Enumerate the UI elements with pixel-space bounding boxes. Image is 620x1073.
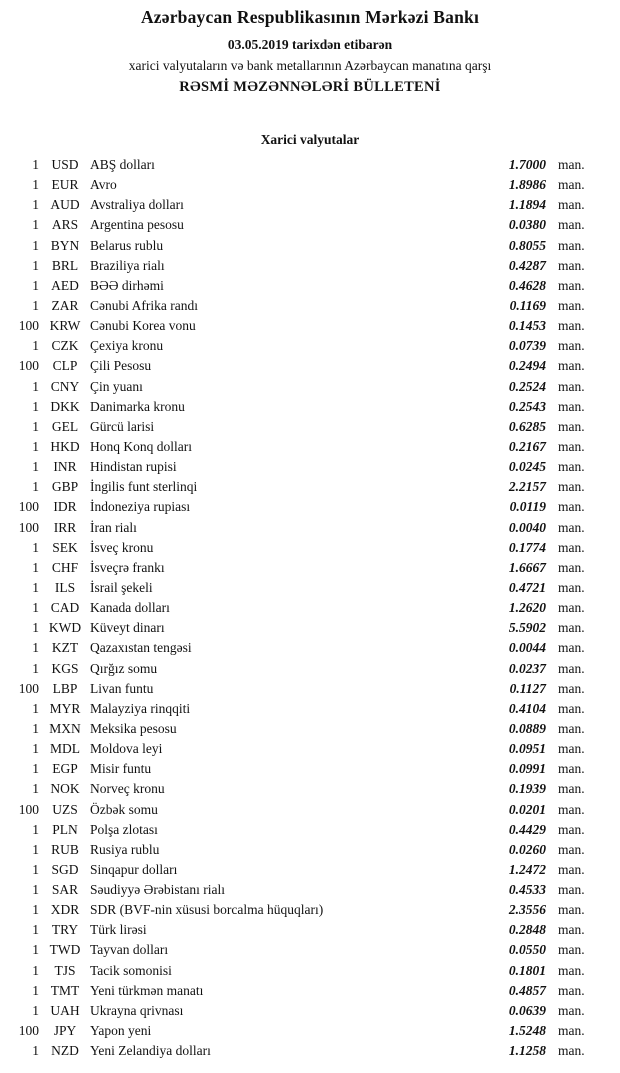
- currency-row: [0, 880, 592, 900]
- currency-row: [0, 940, 592, 960]
- currency-code-cell: CZK: [51, 338, 79, 354]
- rate-cell: 0.0991: [508, 761, 546, 777]
- unit-cell: man.: [558, 237, 585, 253]
- currency-name-cell: Belarus rublu: [90, 237, 164, 253]
- rate-cell: 0.4721: [508, 579, 546, 595]
- quantity-cell: 1: [32, 277, 39, 293]
- currency-code-cell: ILS: [54, 579, 76, 595]
- currency-name-cell: Çin yuanı: [90, 378, 143, 394]
- rate-cell: 0.0201: [508, 801, 546, 817]
- currency-code-cell: KZT: [51, 640, 79, 656]
- quantity-cell: 100: [18, 318, 39, 334]
- rate-cell: 1.2620: [508, 600, 546, 616]
- currency-code-cell: GEL: [51, 418, 79, 434]
- rate-cell: 0.0739: [508, 338, 546, 354]
- rate-cell: 0.4287: [508, 257, 546, 273]
- currency-row: [0, 679, 592, 699]
- currency-name-cell: İndoneziya rupiası: [90, 499, 191, 515]
- unit-cell: man.: [558, 942, 585, 958]
- quantity-cell: 1: [32, 157, 39, 172]
- rate-cell: 0.0260: [508, 841, 546, 857]
- section-title-foreign-currencies: Xarici valyutalar: [260, 132, 360, 147]
- currency-row: [0, 618, 592, 638]
- quantity-cell: 1: [32, 761, 39, 777]
- currency-code-cell: CNY: [50, 378, 80, 394]
- quantity-cell: 100: [18, 801, 39, 817]
- unit-cell: man.: [558, 680, 585, 696]
- quantity-cell: 1: [32, 660, 39, 676]
- currency-name-cell: Səudiyyə Ərəbistanı rialı: [90, 882, 225, 898]
- quantity-cell: 1: [32, 620, 39, 636]
- rate-cell: 2.3556: [508, 902, 546, 918]
- currency-code-cell: CHF: [51, 559, 79, 575]
- quantity-cell: 1: [32, 902, 39, 918]
- currency-name-cell: İran rialı: [90, 519, 137, 535]
- bulletin-header: [0, 7, 620, 96]
- rate-cell: 1.5248: [508, 1023, 546, 1039]
- unit-cell: man.: [558, 902, 585, 918]
- unit-cell: man.: [558, 841, 585, 857]
- currency-name-cell: Misir funtu: [90, 761, 152, 777]
- currency-name-cell: İsveçrə frankı: [90, 559, 165, 575]
- currency-code-cell: AUD: [50, 197, 80, 213]
- rate-cell: 1.7000: [508, 157, 546, 172]
- quantity-cell: 1: [32, 882, 39, 898]
- quantity-cell: 100: [18, 680, 39, 696]
- quantity-cell: 1: [32, 720, 39, 736]
- currency-row: [0, 558, 592, 578]
- unit-cell: man.: [558, 922, 585, 938]
- unit-cell: man.: [558, 801, 585, 817]
- currency-row: [0, 276, 592, 296]
- currency-name-cell: Polşa zlotası: [90, 821, 158, 837]
- currency-code-cell: TJS: [54, 962, 76, 978]
- rate-cell: 0.0550: [508, 942, 546, 958]
- currency-row: [0, 920, 592, 940]
- currency-row: [0, 739, 592, 759]
- quantity-cell: 1: [32, 297, 39, 313]
- currency-code-cell: CLP: [52, 358, 78, 374]
- unit-cell: man.: [558, 217, 585, 233]
- unit-cell: man.: [558, 358, 585, 374]
- unit-cell: man.: [558, 640, 585, 656]
- rate-cell: 0.0040: [508, 519, 546, 535]
- quantity-cell: 1: [32, 418, 39, 434]
- currency-code-cell: KGS: [51, 660, 79, 676]
- currency-row: [0, 155, 592, 175]
- quantity-cell: 1: [32, 982, 39, 998]
- quantity-cell: 1: [32, 1043, 39, 1059]
- unit-cell: man.: [558, 620, 585, 636]
- currency-row: [0, 377, 592, 397]
- quantity-cell: 1: [32, 378, 39, 394]
- currency-name-cell: Ukrayna qrivnası: [90, 1002, 184, 1018]
- currency-code-cell: UZS: [52, 801, 78, 817]
- unit-cell: man.: [558, 559, 585, 575]
- currency-row: [0, 1041, 592, 1061]
- rate-cell: 0.1453: [508, 318, 546, 334]
- unit-cell: man.: [558, 962, 585, 978]
- unit-cell: man.: [558, 600, 585, 616]
- currency-code-cell: ARS: [51, 217, 79, 233]
- quantity-cell: 1: [32, 579, 39, 595]
- currency-code-cell: SGD: [51, 861, 79, 877]
- quantity-cell: 1: [32, 600, 39, 616]
- currency-code-cell: BRL: [51, 257, 79, 273]
- bank-title: Azərbaycan Respublikasının Mərkəzi Bankı: [140, 7, 480, 27]
- rate-cell: 0.1801: [508, 962, 546, 978]
- currency-name-cell: Braziliya rialı: [90, 257, 165, 273]
- rate-cell: 0.0889: [508, 720, 546, 736]
- currency-row: [0, 900, 592, 920]
- quantity-cell: 1: [32, 861, 39, 877]
- currency-row: [0, 840, 592, 860]
- quantity-cell: 1: [32, 338, 39, 354]
- currency-code-cell: AED: [51, 277, 79, 293]
- currency-row: [0, 356, 592, 376]
- quantity-cell: 1: [32, 459, 39, 475]
- rate-cell: 1.2472: [508, 861, 546, 877]
- currency-row: [0, 961, 592, 981]
- currency-row: [0, 256, 592, 276]
- quantity-cell: 100: [18, 499, 39, 515]
- currency-name-cell: Danimarka kronu: [90, 398, 185, 414]
- currency-row: [0, 699, 592, 719]
- currency-code-cell: NZD: [51, 1043, 79, 1059]
- rate-cell: 0.0245: [508, 459, 546, 475]
- quantity-cell: 1: [32, 559, 39, 575]
- rate-cell: 1.1894: [508, 197, 546, 213]
- currency-row: [0, 1021, 592, 1041]
- quantity-cell: 1: [32, 781, 39, 797]
- currency-code-cell: DKK: [50, 398, 80, 414]
- currency-row: [0, 578, 592, 598]
- quantity-cell: 1: [32, 942, 39, 958]
- unit-cell: man.: [558, 821, 585, 837]
- currency-row: [0, 195, 592, 215]
- currency-code-cell: PLN: [52, 821, 78, 837]
- unit-cell: man.: [558, 1002, 585, 1018]
- currency-row: [0, 1001, 592, 1021]
- currency-name-cell: Kanada dolları: [90, 600, 170, 616]
- currency-name-cell: Malayziya rinqqiti: [90, 700, 191, 716]
- currency-row: [0, 820, 592, 840]
- currency-code-cell: XDR: [50, 902, 80, 918]
- currency-name-cell: Yeni türkmən manatı: [90, 982, 204, 998]
- rate-cell: 0.4104: [508, 700, 546, 716]
- currency-row: [0, 518, 592, 538]
- currency-code-cell: JPY: [53, 1023, 77, 1039]
- currency-row: [0, 477, 592, 497]
- currency-row: [0, 800, 592, 820]
- currency-row: [0, 175, 592, 195]
- rate-cell: 5.5902: [508, 620, 546, 636]
- bulletin-name: RƏSMİ MƏZƏNNƏLƏRİ BÜLLETENİ: [179, 79, 441, 95]
- currency-row: [0, 437, 592, 457]
- quantity-cell: 1: [32, 539, 39, 555]
- currency-row: [0, 638, 592, 658]
- rate-cell: 0.4857: [508, 982, 546, 998]
- rates-table-body: [0, 155, 620, 1061]
- unit-cell: man.: [558, 177, 585, 193]
- quantity-cell: 100: [18, 519, 39, 535]
- currency-code-cell: TWD: [49, 942, 81, 958]
- unit-cell: man.: [558, 882, 585, 898]
- currency-row: [0, 417, 592, 437]
- unit-cell: man.: [558, 1043, 585, 1059]
- unit-cell: man.: [558, 660, 585, 676]
- currency-name-cell: Livan funtu: [90, 680, 154, 696]
- currency-name-cell: Avro: [90, 177, 117, 193]
- rate-cell: 0.8055: [508, 237, 546, 253]
- quantity-cell: 1: [32, 841, 39, 857]
- unit-cell: man.: [558, 539, 585, 555]
- quantity-cell: 100: [18, 1023, 39, 1039]
- currency-name-cell: Argentina pesosu: [90, 217, 184, 233]
- rate-cell: 0.2848: [508, 922, 546, 938]
- unit-cell: man.: [558, 1023, 585, 1039]
- rate-cell: 0.4628: [508, 277, 546, 293]
- unit-cell: man.: [558, 398, 585, 414]
- currency-name-cell: Avstraliya dolları: [90, 197, 184, 213]
- currency-name-cell: Tacik somonisi: [90, 962, 172, 978]
- rate-cell: 0.1774: [508, 539, 546, 555]
- currency-row: [0, 659, 592, 679]
- currency-code-cell: EGP: [52, 761, 78, 777]
- currency-row: [0, 719, 592, 739]
- quantity-cell: 1: [32, 1002, 39, 1018]
- rate-cell: 0.2524: [508, 378, 546, 394]
- currency-code-cell: SEK: [52, 539, 78, 555]
- unit-cell: man.: [558, 157, 585, 172]
- currency-name-cell: Hindistan rupisi: [90, 459, 177, 475]
- currency-code-cell: KWD: [48, 620, 82, 636]
- currency-name-cell: Çili Pesosu: [90, 358, 152, 374]
- quantity-cell: 1: [32, 741, 39, 757]
- quantity-cell: 1: [32, 197, 39, 213]
- currency-code-cell: INR: [53, 459, 77, 475]
- currency-row: [0, 779, 592, 799]
- currency-code-cell: TRY: [51, 922, 79, 938]
- currency-name-cell: İngilis funt sterlinqi: [90, 479, 198, 495]
- unit-cell: man.: [558, 459, 585, 475]
- currency-name-cell: Yapon yeni: [90, 1023, 152, 1039]
- currency-code-cell: KRW: [49, 318, 81, 334]
- unit-cell: man.: [558, 318, 585, 334]
- currency-name-cell: Yeni Zelandiya dolları: [90, 1043, 211, 1059]
- currency-code-cell: HKD: [50, 438, 80, 454]
- currency-row: [0, 860, 592, 880]
- currency-name-cell: Cənubi Afrika randı: [90, 297, 198, 313]
- rate-cell: 2.2157: [508, 479, 546, 495]
- rate-cell: 0.0380: [508, 217, 546, 233]
- unit-cell: man.: [558, 861, 585, 877]
- currency-code-cell: EUR: [51, 177, 79, 193]
- currency-name-cell: Moldova leyi: [90, 741, 163, 757]
- effective-date: 03.05.2019 tarixdən etibarən: [227, 37, 393, 52]
- rate-cell: 0.0119: [509, 499, 546, 515]
- currency-name-cell: SDR (BVF-nin xüsusi borcalma hüquqları): [90, 902, 324, 918]
- unit-cell: man.: [558, 741, 585, 757]
- currency-row: [0, 236, 592, 256]
- rate-cell: 0.0237: [508, 660, 546, 676]
- quantity-cell: 100: [18, 358, 39, 374]
- quantity-cell: 1: [32, 640, 39, 656]
- rate-cell: 0.2543: [508, 398, 546, 414]
- currency-code-cell: RUB: [51, 841, 79, 857]
- currency-name-cell: Özbək somu: [90, 801, 158, 817]
- currency-name-cell: Meksika pesosu: [90, 720, 177, 736]
- currency-name-cell: İsrail şekeli: [90, 579, 153, 595]
- currency-name-cell: Türk lirəsi: [90, 922, 147, 938]
- rate-cell: 0.1127: [509, 680, 546, 696]
- currency-row: [0, 397, 592, 417]
- quantity-cell: 1: [32, 962, 39, 978]
- quantity-cell: 1: [32, 700, 39, 716]
- rate-cell: 0.4533: [508, 882, 546, 898]
- currency-code-cell: NOK: [50, 781, 80, 797]
- currency-name-cell: Gürcü larisi: [90, 418, 155, 434]
- rate-cell: 0.0639: [508, 1002, 546, 1018]
- quantity-cell: 1: [32, 479, 39, 495]
- unit-cell: man.: [558, 257, 585, 273]
- unit-cell: man.: [558, 277, 585, 293]
- currency-row: [0, 316, 592, 336]
- currency-name-cell: Cənubi Korea vonu: [90, 318, 196, 334]
- currency-name-cell: Honq Konq dolları: [90, 438, 192, 454]
- rate-cell: 0.2167: [508, 438, 546, 454]
- unit-cell: man.: [558, 297, 585, 313]
- currency-row: [0, 598, 592, 618]
- unit-cell: man.: [558, 479, 585, 495]
- currency-code-cell: IDR: [53, 499, 77, 515]
- quantity-cell: 1: [32, 398, 39, 414]
- unit-cell: man.: [558, 761, 585, 777]
- unit-cell: man.: [558, 418, 585, 434]
- currency-name-cell: Qazaxıstan tengəsi: [90, 640, 192, 656]
- quantity-cell: 1: [32, 821, 39, 837]
- currency-code-cell: BYN: [50, 237, 80, 253]
- quantity-cell: 1: [32, 217, 39, 233]
- currency-name-cell: Rusiya rublu: [90, 841, 160, 857]
- unit-cell: man.: [558, 338, 585, 354]
- bulletin-subtitle: xarici valyutaların və bank metallarının Azərbaycan manatına qarşı: [128, 58, 492, 73]
- currency-code-cell: ZAR: [51, 297, 79, 313]
- rate-cell: 1.8986: [508, 177, 546, 193]
- currency-code-cell: IRR: [53, 519, 77, 535]
- currency-row: [0, 497, 592, 517]
- currency-code-cell: CAD: [50, 600, 80, 616]
- currency-name-cell: İsveç kronu: [90, 539, 154, 555]
- rate-cell: 1.6667: [508, 559, 546, 575]
- rate-cell: 0.0044: [508, 640, 546, 656]
- rate-cell: 0.0951: [508, 741, 546, 757]
- unit-cell: man.: [558, 499, 585, 515]
- currency-code-cell: MDL: [50, 741, 80, 757]
- currency-row: [0, 215, 592, 235]
- unit-cell: man.: [558, 982, 585, 998]
- unit-cell: man.: [558, 438, 585, 454]
- currency-row: [0, 538, 592, 558]
- unit-cell: man.: [558, 720, 585, 736]
- quantity-cell: 1: [32, 922, 39, 938]
- unit-cell: man.: [558, 378, 585, 394]
- currency-code-cell: LBP: [52, 680, 78, 696]
- quantity-cell: 1: [32, 438, 39, 454]
- unit-cell: man.: [558, 197, 585, 213]
- currency-name-cell: Norveç kronu: [90, 781, 165, 797]
- rate-cell: 0.1939: [508, 781, 546, 797]
- quantity-cell: 1: [32, 177, 39, 193]
- currency-name-cell: BƏƏ dirhəmi: [90, 277, 164, 293]
- currency-name-cell: Çexiya kronu: [90, 338, 164, 354]
- currency-name-cell: Sinqapur dolları: [90, 861, 178, 877]
- rate-cell: 0.1169: [509, 297, 546, 313]
- currency-row: [0, 981, 592, 1001]
- currency-code-cell: TMT: [50, 982, 80, 998]
- currency-name-cell: Tayvan dolları: [90, 942, 169, 958]
- currency-row: [0, 336, 592, 356]
- currency-name-cell: ABŞ dolları: [90, 157, 155, 172]
- currency-code-cell: UAH: [50, 1002, 80, 1018]
- currency-code-cell: SAR: [51, 882, 79, 898]
- unit-cell: man.: [558, 579, 585, 595]
- currency-code-cell: USD: [51, 157, 79, 172]
- unit-cell: man.: [558, 700, 585, 716]
- unit-cell: man.: [558, 519, 585, 535]
- unit-cell: man.: [558, 781, 585, 797]
- currency-name-cell: Küveyt dinarı: [90, 620, 165, 636]
- currency-code-cell: GBP: [51, 479, 79, 495]
- currency-code-cell: MXN: [49, 720, 81, 736]
- currency-row: [0, 296, 592, 316]
- currency-row: [0, 457, 592, 477]
- quantity-cell: 1: [32, 257, 39, 273]
- currency-row: [0, 759, 592, 779]
- currency-code-cell: MYR: [49, 700, 81, 716]
- quantity-cell: 1: [32, 237, 39, 253]
- currency-name-cell: Qırğız somu: [90, 660, 158, 676]
- rate-cell: 0.2494: [508, 358, 546, 374]
- rate-cell: 1.1258: [508, 1043, 546, 1059]
- rate-cell: 0.6285: [508, 418, 546, 434]
- rate-cell: 0.4429: [508, 821, 546, 837]
